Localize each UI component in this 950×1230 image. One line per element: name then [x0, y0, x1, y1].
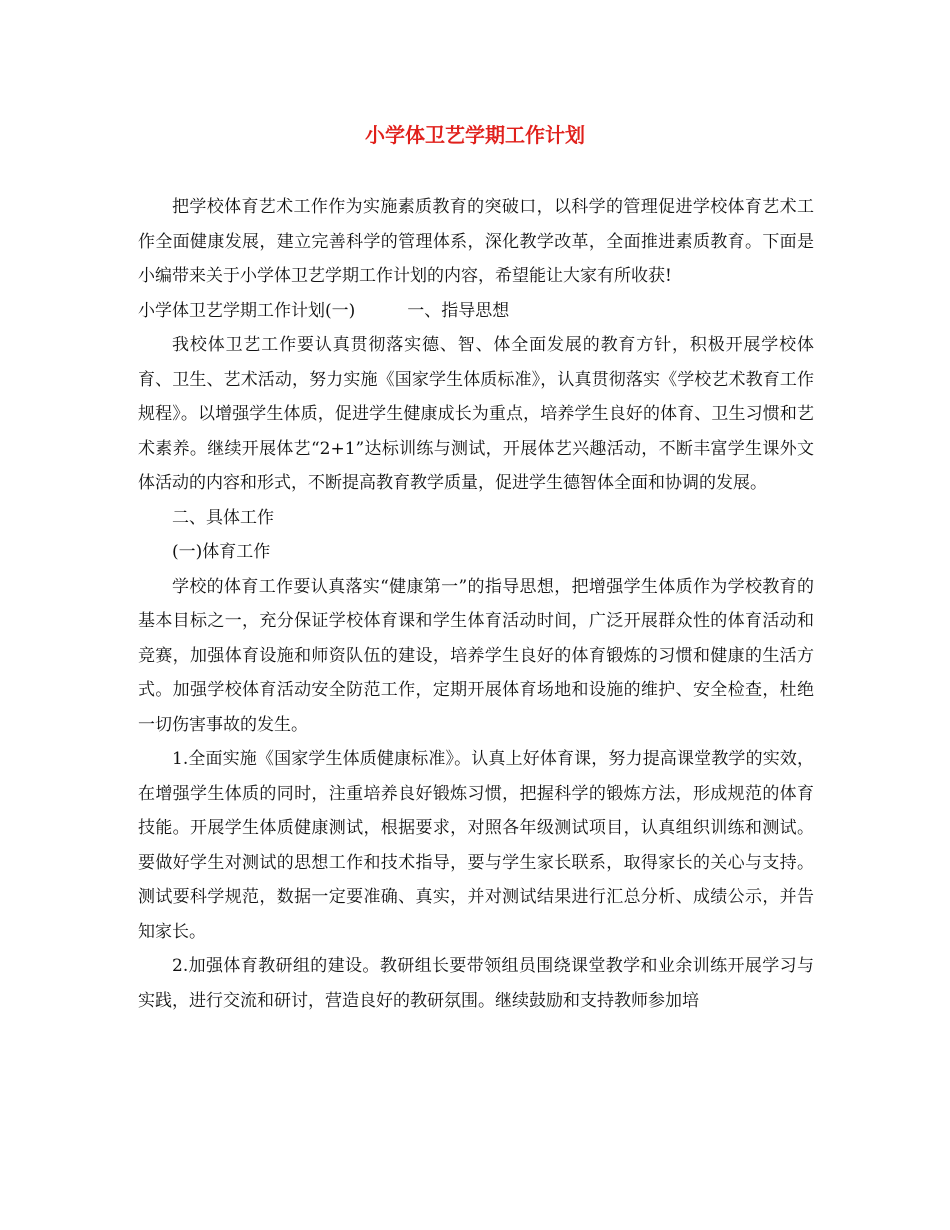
guiding-paragraph: 我校体卫艺工作要认真贯彻落实德、智、体全面发展的教育方针，积极开展学校体育、卫生、艺术活动，努力实施《国家学生体质标准》，认真贯彻落实《学校艺术教育工作规程》。以增强学生体质，促进学生健康成长为重点，培养学生良好的体育、卫生习惯和艺术素养。继续开展体艺“2+1”达标训练与测试，开展体艺兴趣活动，不断丰富学生课外文体活动的内容和形式，不断提高教育教学质量，促进学生德智体全面和协调的发展。	[138, 335, 814, 493]
section-heading: 小学体卫艺学期工作计划(一)	[138, 300, 356, 321]
document-title: 小学体卫艺学期工作计划	[365, 123, 585, 147]
document-body	[138, 190, 814, 1018]
item-2-paragraph: 2.加强体育教研组的建设。教研组长要带领组员围绕课堂教学和业余训练开展学习与实践，进行交流和研讨，营造良好的教研氛围。继续鼓励和支持教师参加培	[138, 956, 814, 1011]
pe-paragraph: 学校的体育工作要认真落实“健康第一”的指导思想，把增强学生体质作为学校教育的基本目标之一，充分保证学校体育课和学生体育活动时间，广泛开展群众性的体育活动和竞赛，加强体育设施和师资队伍的建设，培养学生良好的体育锻炼的习惯和健康的生活方式。加强学校体育活动安全防范工作，定期开展体育场地和设施的维护、安全检查，杜绝一切伤害事故的发生。	[138, 576, 814, 735]
section-heading-line	[138, 294, 814, 329]
heading-specific-work: 二、具体工作	[172, 507, 274, 528]
section-subheading: 一、指导思想	[407, 300, 510, 321]
item-1-paragraph: 1.全面实施《国家学生体质健康标准》。认真上好体育课，努力提高课堂教学的实效，在增强学生体质的同时，注重培养良好锻炼习惯，把握科学的锻炼方法，形成规范的体育技能。开展学生体质健康测试，根据要求，对照各年级测试项目，认真组织训练和测试。要做好学生对测试的思想工作和技术指导，要与学生家长联系，取得家长的关心与支持。测试要科学规范，数据一定要准确、真实，并对测试结果进行汇总分析、成绩公示，并告知家长。	[138, 749, 814, 942]
intro-paragraph: 把学校体育艺术工作作为实施素质教育的突破口，以科学的管理促进学校体育艺术工作全面健康发展，建立完善科学的管理体系，深化教学改革，全面推进素质教育。下面是小编带来关于小学体卫艺学期工作计划的内容，希望能让大家有所收获!	[138, 197, 814, 286]
heading-pe-work: (一)体育工作	[172, 542, 271, 562]
